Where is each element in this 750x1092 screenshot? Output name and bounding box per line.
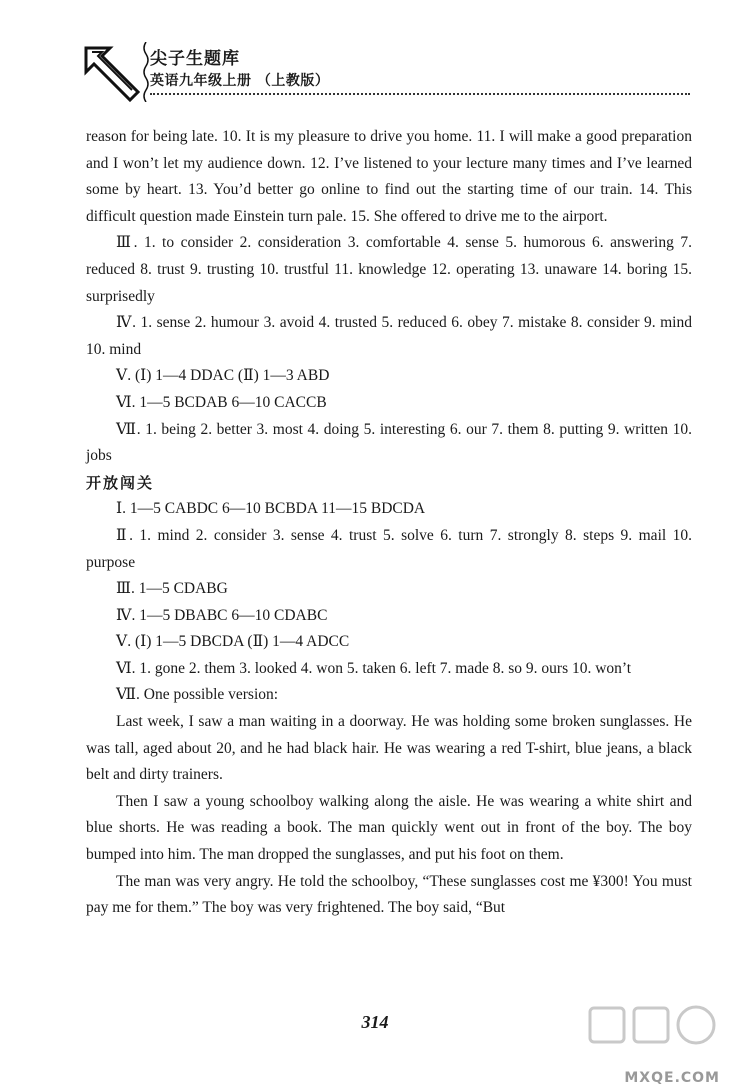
paragraph: Then I saw a young schoolboy walking along the aisle. He was wearing a white shirt and blue shorts. He was reading a book. The man quickly went out in front of the boy. The boy bumped into him. The man dropped the sunglasses, and put his foot on them. [86,792,692,864]
page-header [80,38,700,108]
paragraph: Ⅵ. 1. gone 2. them 3. looked 4. won 5. taken 6. left 7. made 8. so 9. ours 10. won’t [116,659,632,677]
header-dotted-rule [150,93,690,95]
paragraph: Ⅵ. 1—5 BCDAB 6—10 CACCB [116,393,327,411]
paragraph: The man was very angry. He told the schoolboy, “These sunglasses cost me ¥300! You must pay me for them.” The boy was very frightened. The boy said, “But [86,872,692,917]
header-divider-icon [142,42,150,102]
book-title: 尖子生题库 [150,49,240,69]
watermark-text: MXQE.COM [624,1070,720,1086]
paragraph: Ⅲ. 1—5 CDABG [116,580,228,598]
paragraph: Ⅶ. One possible version: [116,686,279,704]
paragraph: reason for being late. 10. It is my pleasure to drive you home. 11. I will make a good preparation and I won’t let my audience down. 12. I’ve listened to your lecture many times and I’ve learned some by heart. 13. You’d better go online to find out the starting time of our train. 14. This difficult question made Einstein turn pale. 15. She offered to drive me to the airport. [86,128,692,225]
section-title: 开放闯关 [86,473,155,492]
paragraph: Ⅶ. 1. being 2. better 3. most 4. doing 5. interesting 6. our 7. them 8. putting 9. written 10. jobs [86,420,692,465]
answer-content [86,124,692,922]
paragraph: Ⅴ. (Ⅰ) 1—5 DBCDA (Ⅱ) 1—4 ADCC [116,633,350,651]
book-subtitle: 英语九年级上册 （上教版） [150,73,330,89]
page-number: 314 [361,1012,389,1032]
paragraph: Ⅱ. 1. mind 2. consider 3. sense 4. trust 5. solve 6. turn 7. strongly 8. steps 9. mail 10. purpose [86,526,692,571]
paragraph: Ⅴ. (Ⅰ) 1—4 DDAC (Ⅱ) 1—3 ABD [116,367,330,385]
paragraph: Ⅳ. 1. sense 2. humour 3. avoid 4. trusted 5. reduced 6. obey 7. mistake 8. consider 9. mind 10. mind [86,314,692,358]
paragraph: Last week, I saw a man waiting in a doorway. He was holding some broken sunglasses. He was tall, aged about 20, and he had black hair. He was wearing a red T-shirt, blue jeans, a black belt and dirty trainers. [86,713,692,784]
arrow-logo-icon [80,38,144,108]
paragraph: Ⅰ. 1—5 CABDC 6—10 BCBDA 11—15 BDCDA [116,500,426,518]
paragraph: Ⅲ. 1. to consider 2. consideration 3. comfortable 4. sense 5. humorous 6. answering 7. reduced 8. trust 9. trusting 10. trustful 11. knowledge 12. operating 13. unaware 14. boring 15. surprisedly [86,234,692,305]
paragraph: Ⅳ. 1—5 DBABC 6—10 CDABC [116,606,328,624]
